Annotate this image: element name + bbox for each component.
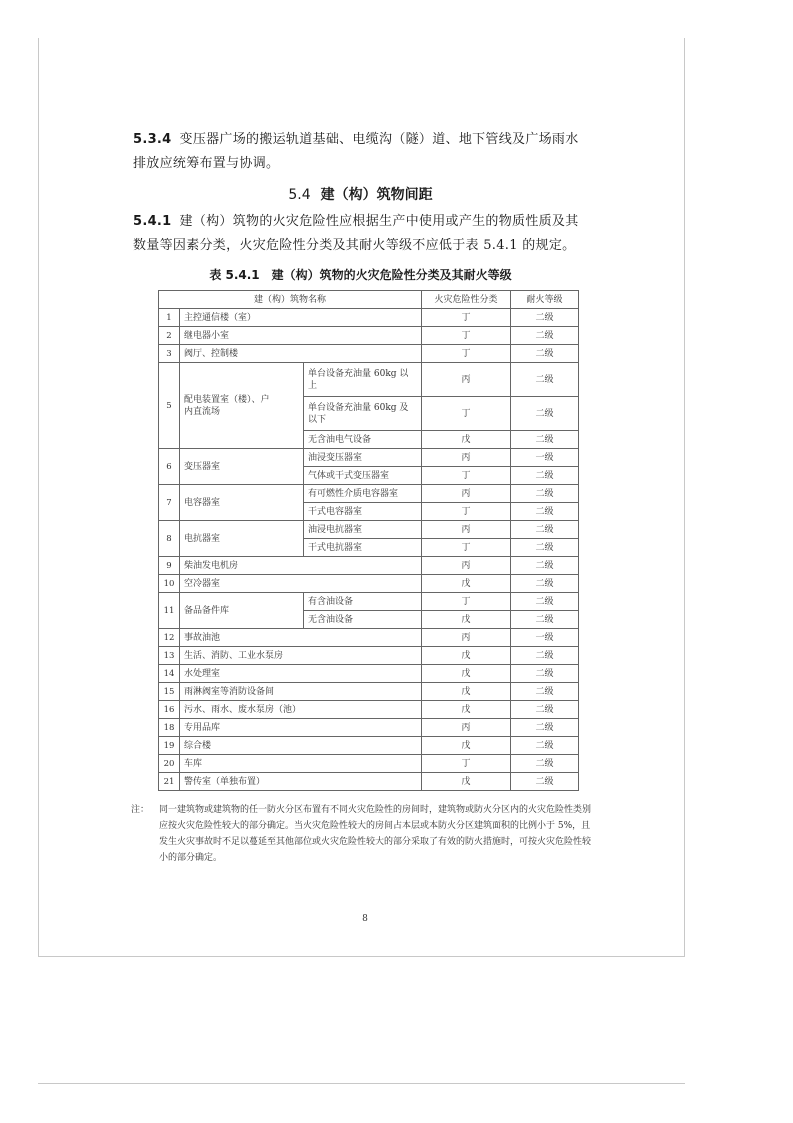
fire-grade: 二级 xyxy=(511,309,579,327)
clause-number: 5.3.4 xyxy=(133,132,172,147)
header-grade: 耐火等级 xyxy=(511,291,579,309)
header-name: 建（构）筑物名称 xyxy=(159,291,422,309)
fire-grade: 二级 xyxy=(511,719,579,737)
fire-grade: 二级 xyxy=(511,467,579,485)
sub-condition: 干式电抗器室 xyxy=(304,539,422,557)
row-number: 16 xyxy=(159,701,180,719)
fire-category: 戊 xyxy=(422,683,511,701)
row-number: 21 xyxy=(159,773,180,791)
table-row xyxy=(159,345,579,363)
row-number: 13 xyxy=(159,647,180,665)
fire-category: 丁 xyxy=(422,593,511,611)
row-number: 9 xyxy=(159,557,180,575)
fire-category: 戊 xyxy=(422,611,511,629)
sub-condition: 油浸变压器室 xyxy=(304,449,422,467)
fire-category: 丁 xyxy=(422,327,511,345)
building-name: 电抗器室 xyxy=(180,521,304,557)
section-heading xyxy=(133,184,588,204)
fire-category: 丁 xyxy=(422,539,511,557)
building-name: 车库 xyxy=(180,755,422,773)
fire-grade: 二级 xyxy=(511,737,579,755)
fire-category: 丁 xyxy=(422,345,511,363)
page-number: 8 xyxy=(362,914,368,924)
fire-grade: 二级 xyxy=(511,665,579,683)
fire-grade: 二级 xyxy=(511,647,579,665)
table-row xyxy=(159,575,579,593)
clause-5-3-4 xyxy=(133,128,588,176)
clause-number: 5.4.1 xyxy=(133,214,172,229)
building-name: 主控通信楼（室） xyxy=(180,309,422,327)
page-border-left xyxy=(38,38,39,956)
clause-text: 建（构）筑物的火灾危险性应根据生产中使用或产生的物质性质及其数量等因素分类，火灾危险性分类及其耐火等级不应低于表 5.4.1 的规定。 xyxy=(133,214,579,253)
row-number: 7 xyxy=(159,485,180,521)
fire-category: 丁 xyxy=(422,309,511,327)
row-number: 14 xyxy=(159,665,180,683)
table-row xyxy=(159,593,579,611)
fire-category: 丙 xyxy=(422,557,511,575)
page-border-bottom xyxy=(38,956,685,957)
fire-grade: 二级 xyxy=(511,503,579,521)
fire-grade: 一级 xyxy=(511,449,579,467)
table-row xyxy=(159,557,579,575)
table-row xyxy=(159,629,579,647)
fire-grade: 二级 xyxy=(511,363,579,397)
building-name: 配电装置室（楼）、户内直流场 xyxy=(180,363,304,449)
table-row xyxy=(159,755,579,773)
row-number: 10 xyxy=(159,575,180,593)
sub-condition: 无含油电气设备 xyxy=(304,431,422,449)
table-row xyxy=(159,485,579,503)
fire-grade: 二级 xyxy=(511,701,579,719)
sub-condition: 有可燃性介质电容器室 xyxy=(304,485,422,503)
sub-condition: 油浸电抗器室 xyxy=(304,521,422,539)
fire-grade: 二级 xyxy=(511,593,579,611)
sub-condition: 无含油设备 xyxy=(304,611,422,629)
fire-category: 丁 xyxy=(422,755,511,773)
building-name: 继电器小室 xyxy=(180,327,422,345)
fire-category: 丙 xyxy=(422,363,511,397)
sub-condition: 气体或干式变压器室 xyxy=(304,467,422,485)
table-note xyxy=(131,802,591,866)
row-number: 18 xyxy=(159,719,180,737)
header-category: 火灾危险性分类 xyxy=(422,291,511,309)
fire-category: 丙 xyxy=(422,719,511,737)
clause-text: 变压器广场的搬运轨道基础、电缆沟（隧）道、地下管线及广场雨水排放应统筹布置与协调。 xyxy=(133,132,579,171)
building-name: 阀厅、控制楼 xyxy=(180,345,422,363)
building-name: 备品备件库 xyxy=(180,593,304,629)
row-number: 11 xyxy=(159,593,180,629)
building-name: 水处理室 xyxy=(180,665,422,683)
note-label: 注： xyxy=(131,805,150,815)
building-name: 警传室（单独布置） xyxy=(180,773,422,791)
fire-grade: 二级 xyxy=(511,327,579,345)
sub-condition: 单台设备充油量 60kg 及以下 xyxy=(304,397,422,431)
fire-category: 丙 xyxy=(422,449,511,467)
fire-category: 戊 xyxy=(422,575,511,593)
clause-5-4-1 xyxy=(133,210,588,258)
fire-category: 丁 xyxy=(422,503,511,521)
fire-grade: 二级 xyxy=(511,773,579,791)
building-name: 空冷器室 xyxy=(180,575,422,593)
next-page-divider xyxy=(38,1083,685,1084)
table-row xyxy=(159,363,579,397)
fire-grade: 二级 xyxy=(511,755,579,773)
fire-category: 戊 xyxy=(422,665,511,683)
table-row xyxy=(159,701,579,719)
row-number: 1 xyxy=(159,309,180,327)
fire-category: 丙 xyxy=(422,521,511,539)
building-name: 雨淋阀室等消防设备间 xyxy=(180,683,422,701)
table-row xyxy=(159,737,579,755)
fire-grade: 二级 xyxy=(511,575,579,593)
table-row xyxy=(159,449,579,467)
row-number: 20 xyxy=(159,755,180,773)
fire-category: 戊 xyxy=(422,773,511,791)
fire-grade: 二级 xyxy=(511,485,579,503)
row-number: 8 xyxy=(159,521,180,557)
building-name: 变压器室 xyxy=(180,449,304,485)
fire-category: 丁 xyxy=(422,397,511,431)
row-number: 2 xyxy=(159,327,180,345)
fire-grade: 二级 xyxy=(511,397,579,431)
table-header-row xyxy=(159,291,579,309)
building-name: 生活、消防、工业水泵房 xyxy=(180,647,422,665)
sub-condition: 有含油设备 xyxy=(304,593,422,611)
building-name: 综合楼 xyxy=(180,737,422,755)
fire-category: 丙 xyxy=(422,629,511,647)
fire-classification-table xyxy=(158,290,579,791)
row-number: 5 xyxy=(159,363,180,449)
row-number: 3 xyxy=(159,345,180,363)
note-text: 同一建筑物或建筑物的任一防火分区布置有不同火灾危险性的房间时，建筑物或防火分区内的火灾危险性类别应按火灾危险性较大的部分确定。当火灾危险性较大的房间占本层或本防火分区建筑面积的比例小于 5%，且发生火灾事故时不足以蔓延至其他部位或火灾危险性较大的部分采取了有效的防火措施时，可按火灾危险性较小的部分确定。 xyxy=(159,805,592,863)
sub-condition: 单台设备充油量 60kg 以上 xyxy=(304,363,422,397)
row-number: 15 xyxy=(159,683,180,701)
table-row xyxy=(159,647,579,665)
fire-grade: 二级 xyxy=(511,345,579,363)
building-name: 污水、雨水、废水泵房（池） xyxy=(180,701,422,719)
row-number: 19 xyxy=(159,737,180,755)
fire-grade: 二级 xyxy=(511,431,579,449)
fire-grade: 二级 xyxy=(511,683,579,701)
table-row xyxy=(159,521,579,539)
table-row xyxy=(159,683,579,701)
table-row xyxy=(159,773,579,791)
table-row xyxy=(159,309,579,327)
table-row xyxy=(159,327,579,345)
building-name: 柴油发电机房 xyxy=(180,557,422,575)
sub-condition: 干式电容器室 xyxy=(304,503,422,521)
fire-category: 丙 xyxy=(422,485,511,503)
table-row xyxy=(159,719,579,737)
building-name: 事故油池 xyxy=(180,629,422,647)
section-number: 5.4 xyxy=(288,187,311,203)
fire-category: 戊 xyxy=(422,737,511,755)
fire-category: 丁 xyxy=(422,467,511,485)
building-name: 电容器室 xyxy=(180,485,304,521)
building-name: 专用品库 xyxy=(180,719,422,737)
fire-category: 戊 xyxy=(422,647,511,665)
fire-category: 戊 xyxy=(422,431,511,449)
table-row xyxy=(159,665,579,683)
row-number: 6 xyxy=(159,449,180,485)
fire-category: 戊 xyxy=(422,701,511,719)
table-title: 表 5.4.1 建（构）筑物的火灾危险性分类及其耐火等级 xyxy=(209,268,512,282)
fire-grade: 二级 xyxy=(511,521,579,539)
fire-grade: 一级 xyxy=(511,629,579,647)
page-border-right xyxy=(684,38,685,956)
fire-grade: 二级 xyxy=(511,557,579,575)
section-title: 建（构）筑物间距 xyxy=(320,187,433,203)
fire-grade: 二级 xyxy=(511,539,579,557)
row-number: 12 xyxy=(159,629,180,647)
fire-grade: 二级 xyxy=(511,611,579,629)
